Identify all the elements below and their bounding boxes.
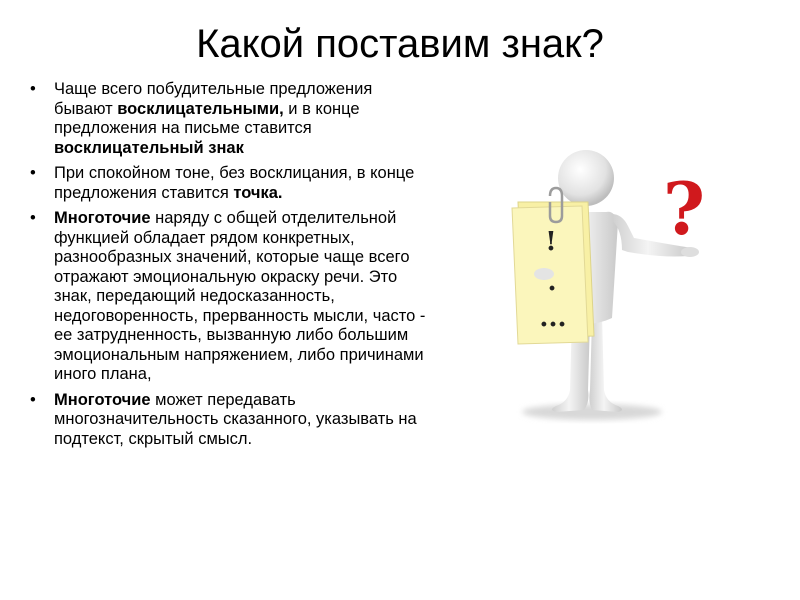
- slide-title: Какой поставим знак?: [196, 22, 604, 66]
- bullet-text-part: может передавать многозначительность сказанного, указывать на подтекст, скрытый смысл.: [54, 390, 417, 448]
- bullet-marker: •: [30, 164, 36, 182]
- bullet-text-bold: Многоточие: [54, 209, 151, 227]
- bullet-text-bold: Многоточие: [54, 390, 151, 409]
- figure-head: [558, 150, 614, 206]
- bullet-text-bold: восклицательный знак: [54, 138, 244, 157]
- bullet-text-part: и в конце предложения на письме ставится: [54, 99, 360, 137]
- bullet-text-part: При спокойном тоне, без восклицания, в конце предложения ставится: [54, 164, 415, 202]
- bullet-item: [30, 391, 430, 450]
- figure-svg: [452, 140, 772, 440]
- bullet-item: [30, 209, 430, 385]
- bullet-marker: •: [30, 80, 36, 98]
- bullet-marker: •: [30, 390, 36, 409]
- note-exclamation: !: [545, 227, 557, 257]
- bullet-item: [30, 164, 430, 203]
- figure-illustration: [452, 140, 772, 440]
- bullet-text-part: наряду с общей отделительной функцией обладает рядом конкретных, разнообразных значений, которые чаще всего отражают эмоциональную окраску речи. Это знак, передающий недосказанность, недоговоренность, прерванность мысли, часто - ее затрудненность, вызванную либо большим эмоциональным напряжением, либо причинами иного плана,: [54, 209, 426, 383]
- bullet-marker: •: [30, 209, 36, 227]
- bullet-text-bold: восклицательными,: [117, 99, 284, 118]
- bullet-list: [30, 80, 430, 455]
- question-mark-icon: ?: [662, 166, 706, 251]
- bullet-item: [30, 80, 430, 158]
- note-ellipsis: ...: [539, 303, 567, 333]
- figure-leg-right: [589, 315, 622, 412]
- bullet-text-part: Чаще всего побудительные предложения бывают: [54, 80, 373, 118]
- bullet-text-bold: точка.: [233, 183, 283, 202]
- note-period: .: [547, 267, 557, 297]
